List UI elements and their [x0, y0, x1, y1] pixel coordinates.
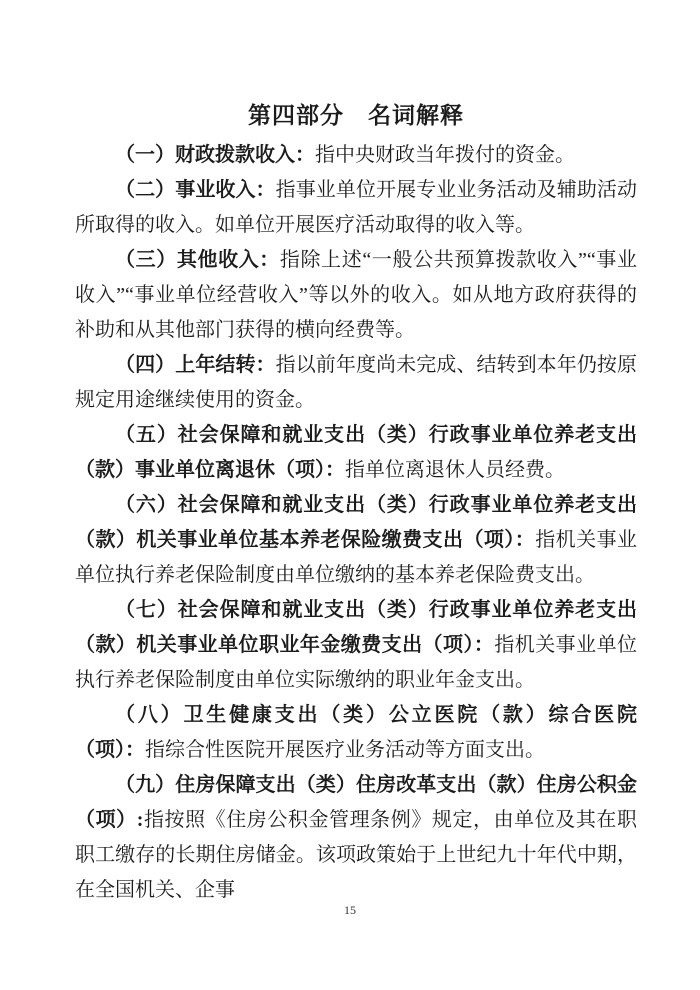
definition-item	[75, 698, 637, 768]
definition-text: 指以前年度尚未完成、结转到本年仍按原规定用途继续使用的资金。	[75, 354, 638, 411]
page-number: 15	[344, 903, 356, 917]
definition-item	[75, 768, 637, 908]
definition-text: 指中央财政当年拨付的资金。	[315, 144, 575, 166]
definition-term: （一）财政拨款收入：	[115, 144, 315, 166]
definition-item	[75, 348, 637, 418]
definition-term: （七）社会保障和就业支出（类）行政事业单位养老支出（款）机关事业单位职业年金缴费支出（项）：	[75, 599, 637, 656]
definition-term: （九）住房保障支出（类）住房改革支出（款）住房公积金（项）:	[75, 774, 637, 831]
definition-item	[75, 243, 637, 348]
definition-text: 指综合性医院开展医疗业务活动等方面支出。	[145, 739, 545, 761]
definition-text: 指除上述“一般公共预算拨款收入”“事业收入”“事业单位经营收入”等以外的收入。如从地方政府获得的补助和从其他部门获得的横向经费等。	[75, 249, 637, 341]
definition-term: （五）社会保障和就业支出（类）行政事业单位养老支出（款）事业单位离退休（项）：	[75, 424, 637, 481]
page-title: 第四部分 名词解释	[248, 102, 464, 128]
definition-term: （三）其他收入：	[115, 249, 280, 271]
definition-text: 指事业单位开展专业业务活动及辅助活动所取得的收入。如单位开展医疗活动取得的收入等。	[75, 179, 638, 236]
definition-term: （六）社会保障和就业支出（类）行政事业单位养老支出（款）机关事业单位基本养老保险缴费支出（项）：	[75, 494, 637, 551]
definition-term: （四）上年结转：	[115, 354, 276, 376]
definition-item	[75, 488, 637, 593]
definition-text: 指按照《住房公积金管理条例》规定，由单位及其在职职工缴存的长期住房储金。该项政策始于上世纪九十年代中期，在全国机关、企事	[75, 809, 637, 901]
definition-item	[75, 418, 637, 488]
definition-term: （八）卫生健康支出（类）公立医院（款）综合医院（项）：	[75, 704, 637, 761]
definition-item	[75, 593, 637, 698]
definition-text: 指单位离退休人员经费。	[345, 459, 565, 481]
definition-text: 指机关事业单位执行养老保险制度由单位实际缴纳的职业年金支出。	[75, 634, 638, 691]
definition-term: （二）事业收入：	[115, 179, 276, 201]
definition-text: 指机关事业单位执行养老保险制度由单位缴纳的基本养老保险费支出。	[75, 529, 638, 586]
definition-item	[75, 138, 637, 173]
definition-item	[75, 173, 637, 243]
